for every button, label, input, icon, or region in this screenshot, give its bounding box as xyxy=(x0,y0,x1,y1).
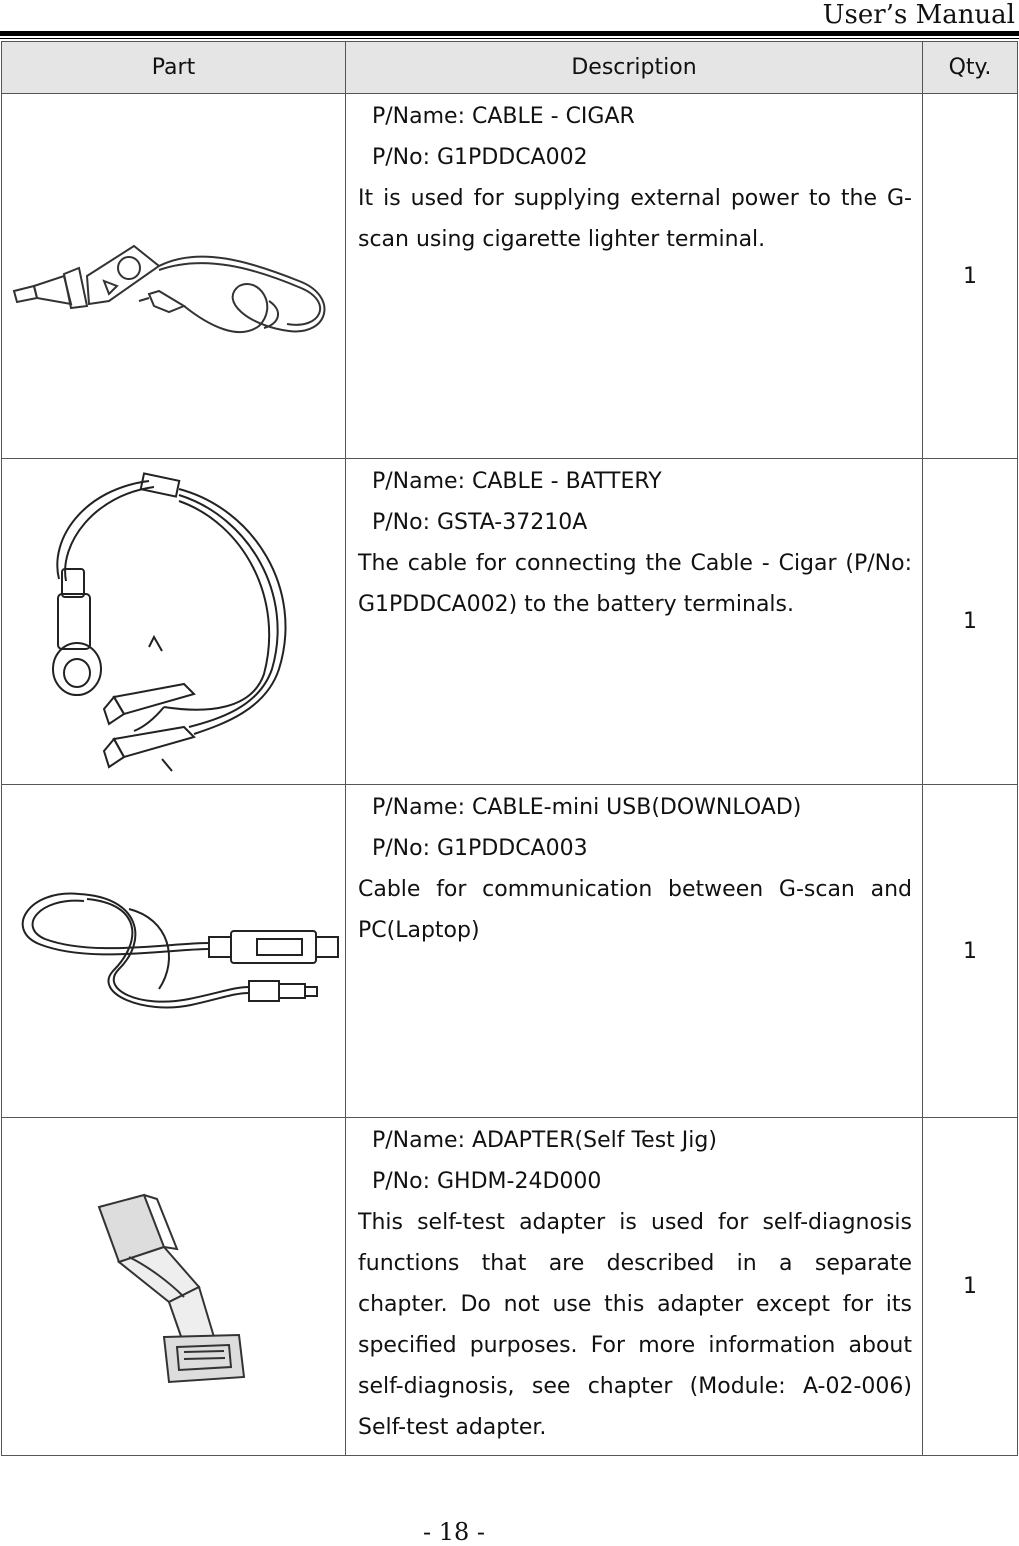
qty-cell: 1 xyxy=(923,1118,1018,1456)
part-number: P/No: G1PDDCA002 xyxy=(372,145,588,170)
part-number: P/No: G1PDDCA003 xyxy=(372,836,588,861)
part-name: P/Name: ADAPTER(Self Test Jig) xyxy=(372,1128,717,1153)
table-row xyxy=(2,94,1018,459)
description-cell xyxy=(346,1118,923,1456)
part-number: P/No: GSTA-37210A xyxy=(372,510,588,535)
parts-table xyxy=(1,41,1018,1456)
table-header-row xyxy=(2,42,1018,94)
table-row xyxy=(2,459,1018,785)
part-number: P/No: GHDM-24D000 xyxy=(372,1169,602,1194)
qty-cell: 1 xyxy=(923,785,1018,1118)
part-name: P/Name: CABLE-mini USB(DOWNLOAD) xyxy=(372,795,802,820)
part-cell xyxy=(2,459,346,785)
part-cell xyxy=(2,94,346,459)
description-cell xyxy=(346,94,923,459)
part-description: It is used for supplying external power to the G-scan using cigarette lighter terminal. xyxy=(358,186,912,252)
description-cell xyxy=(346,459,923,785)
qty-cell: 1 xyxy=(923,459,1018,785)
description-cell xyxy=(346,785,923,1118)
column-header-description: Description xyxy=(346,42,923,94)
column-header-part: Part xyxy=(2,42,346,94)
table-row xyxy=(2,785,1018,1118)
part-cell xyxy=(2,785,346,1118)
part-description: The cable for connecting the Cable - Cigar (P/No: G1PDDCA002) to the battery terminals. xyxy=(358,551,912,617)
header-rule-thin xyxy=(0,38,1019,39)
column-header-qty: Qty. xyxy=(923,42,1018,94)
self-test-adapter-illustration xyxy=(89,1187,259,1387)
qty-cell: 1 xyxy=(923,94,1018,459)
cigar-cable-illustration xyxy=(9,206,339,346)
part-cell xyxy=(2,1118,346,1456)
usb-cable-illustration xyxy=(9,879,339,1024)
part-description: This self-test adapter is used for self-diagnosis functions that are described in a separate chapter. Do not use this adapter except for its specified purposes. For more information about self-diagnosis, see chapter (Module: A-02-006) Self-test adapter. xyxy=(358,1210,912,1440)
battery-cable-illustration xyxy=(44,469,304,774)
manual-title: User’s Manual xyxy=(822,0,1015,30)
header-rule-thick xyxy=(0,31,1019,36)
part-description: Cable for communication between G-scan and PC(Laptop) xyxy=(358,877,912,943)
table-row xyxy=(2,1118,1018,1456)
part-name: P/Name: CABLE - CIGAR xyxy=(372,104,635,129)
page-number: - 18 - xyxy=(422,1518,485,1546)
part-name: P/Name: CABLE - BATTERY xyxy=(372,469,662,494)
